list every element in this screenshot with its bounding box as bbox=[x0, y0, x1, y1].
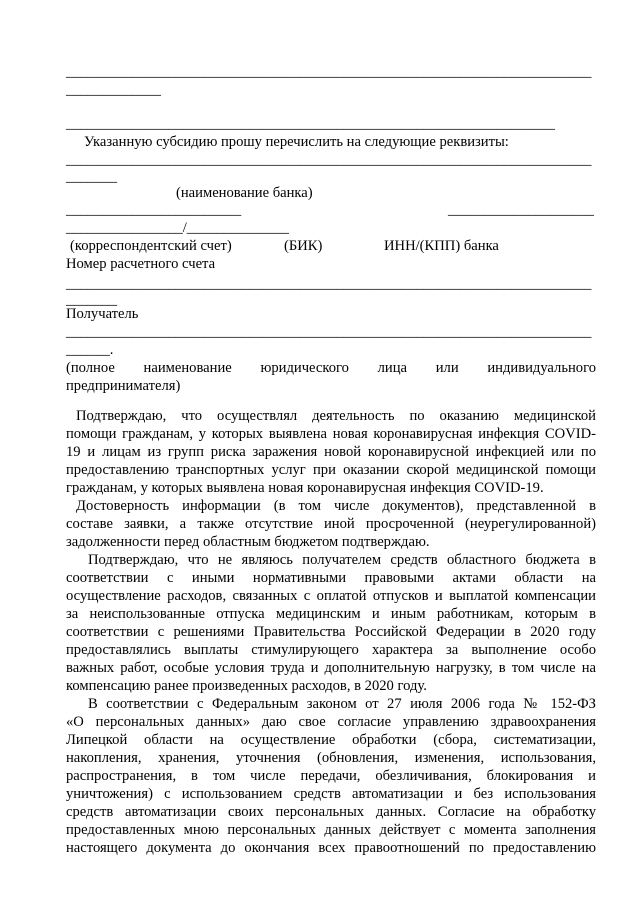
paragraph-4-line: распространения, в том числе передачи, обезличивания, блокирования и bbox=[66, 768, 596, 784]
paragraph-4-line: «О персональных данных» даю свое согласие управлению здравоохранения bbox=[66, 714, 596, 730]
bank-name-caption: (наименование банка) bbox=[176, 185, 313, 201]
inn-kpp-caption: ИНН/(КПП) банка bbox=[384, 238, 499, 254]
blank-line: ___________________________________________________________________ bbox=[66, 116, 555, 132]
paragraph-4-line: уничтожения) с использованием средств автоматизации и без использования bbox=[66, 786, 596, 802]
paragraph-4-line: Липецкой области на осуществление обработки (сбора, систематизации, bbox=[66, 732, 596, 748]
paragraph-4-line: предоставленных мною персональных данных действует с момента заполнения bbox=[66, 822, 596, 838]
paragraph-1-line: Подтверждаю, что осуществлял деятельность по оказанию медицинской bbox=[76, 408, 596, 424]
blank-line: _____________ bbox=[66, 82, 161, 98]
blank-line: _______ bbox=[66, 169, 118, 185]
corr-account-caption: (корреспондентский счет) bbox=[70, 238, 232, 254]
paragraph-4-line: настоящего документа до окончания всех правоотношений по предоставлению bbox=[66, 840, 596, 856]
blank-line: ____________________ bbox=[448, 202, 594, 218]
blank-line: ________________________________________________________________________ bbox=[66, 276, 592, 292]
paragraph-1-line: предоставлению транспортных услуг при оказании скорой медицинской помощи bbox=[66, 462, 596, 478]
paragraph-3-line: соответствии с иными нормативными правовыми актами области на bbox=[66, 570, 596, 586]
blank-line: ________________________ bbox=[66, 202, 242, 218]
paragraph-3-line: соответствии с решениями Правительства Российской Федерации в 2020 году bbox=[66, 624, 596, 640]
paragraph-2-line: Достоверность информации (в том числе документов), представленной в bbox=[76, 498, 596, 514]
blank-line: _______ bbox=[66, 292, 118, 308]
paragraph-4-line: накопления, хранения, уточнения (обновления, изменения, использования, bbox=[66, 750, 596, 766]
paragraph-3-line: осуществление расходов, связанных с оплатой отпусков и выплатой компенсации bbox=[66, 588, 596, 604]
paragraph-3-line: компенсацию ранее произведенных расходов, в 2020 году. bbox=[66, 678, 427, 694]
recipient-label: Получатель bbox=[66, 306, 139, 322]
paragraph-1-line: помощи гражданам, у которых выявлена новая коронавирусная инфекция COVID- bbox=[66, 426, 596, 442]
recipient-caption-end: предпринимателя) bbox=[66, 378, 181, 394]
bik-caption: (БИК) bbox=[284, 238, 323, 254]
paragraph-4-line: В соответствии с Федеральным законом от 27 июля 2006 года № 152-ФЗ bbox=[88, 696, 596, 712]
paragraph-2-line: задолженности перед областным бюджетом подтверждаю. bbox=[66, 534, 430, 550]
blank-line: ______. bbox=[66, 342, 114, 358]
paragraph-3-line: важных работ, особые условия труда и дополнительную нагрузку, в том числе на bbox=[66, 660, 596, 676]
paragraph-2-line: составе заявки, а также отсутствие иной просроченной (неурегулированной) bbox=[66, 516, 596, 532]
paragraph-3-line: Подтверждаю, что не являюсь получателем средств областного бюджета в bbox=[88, 552, 596, 568]
account-number-label: Номер расчетного счета bbox=[66, 256, 216, 272]
subsidy-request-text: Указанную субсидию прошу перечислить на следующие реквизиты: bbox=[84, 134, 509, 150]
paragraph-1-line: 19 и лицам из групп риска заражения новой коронавирусной инфекцией или по bbox=[66, 444, 596, 460]
paragraph-1-line: гражданам, у которых выявлена новая коронавирусная инфекция COVID-19. bbox=[66, 480, 544, 496]
blank-line: ________________/______________ bbox=[66, 220, 289, 236]
paragraph-3-line: предоставлялись выплаты стимулирующего характера за выполнение особо bbox=[66, 642, 596, 658]
recipient-caption: (полное наименование юридического лица или индивидуального bbox=[66, 360, 596, 376]
blank-line: ________________________________________________________________________ bbox=[66, 324, 592, 340]
paragraph-3-line: за неиспользованные отпуска медицинским и иным работникам, которым в bbox=[66, 606, 596, 622]
paragraph-4-line: средств автоматизации своих персональных данных. Согласие на обработку bbox=[66, 804, 596, 820]
blank-line: ________________________________________________________________________ bbox=[66, 152, 592, 168]
blank-line: ________________________________________________________________________ bbox=[66, 64, 592, 80]
